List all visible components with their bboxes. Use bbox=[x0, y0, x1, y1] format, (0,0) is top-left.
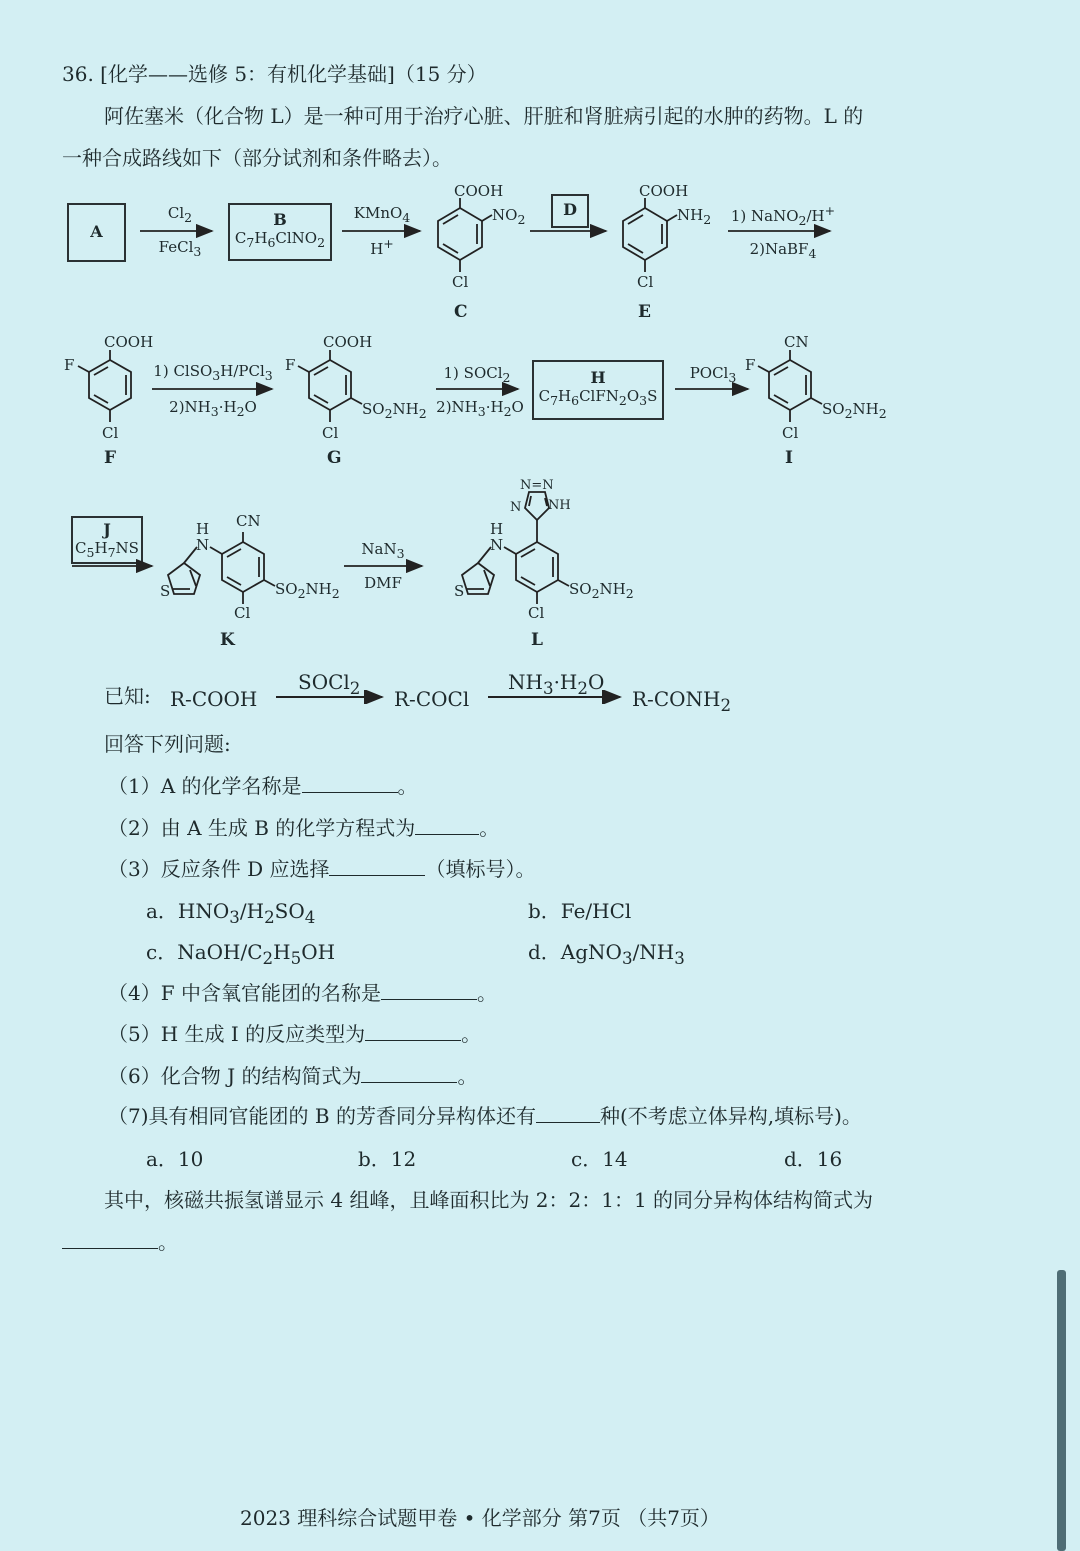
q1-period: 。 bbox=[397, 774, 418, 798]
question-2 bbox=[108, 812, 499, 841]
questions-lead: 回答下列问题: bbox=[104, 732, 231, 756]
compound-j-formula: $C_5H_7NS$ bbox=[75, 539, 139, 560]
label-k: K bbox=[220, 630, 235, 650]
question-6 bbox=[108, 1060, 477, 1089]
q5-text: （5）H 生成 I 的反应类型为 bbox=[108, 1022, 366, 1046]
q7-option-c: c．14 bbox=[571, 1147, 628, 1171]
i-cn: CN bbox=[784, 333, 809, 351]
reagent-h-plus: H+ bbox=[370, 236, 394, 258]
compound-h-formula: $C_7H_6ClFN_2O_3S$ bbox=[538, 387, 658, 408]
structure-e bbox=[623, 198, 677, 272]
q4-period: 。 bbox=[476, 981, 497, 1005]
e-cooh: COOH bbox=[639, 182, 689, 200]
q7-sub-answer bbox=[62, 1226, 178, 1255]
k-h: H bbox=[196, 520, 210, 538]
compound-a-label: A bbox=[90, 222, 103, 241]
question-7 bbox=[108, 1100, 862, 1129]
intro-line-1: 阿佐塞米（化合物 L）是一种可用于治疗心脏、肝脏和肾脏病引起的水肿的药物。L 的 bbox=[104, 104, 864, 128]
known-reagent1: SOCl$_2$ bbox=[298, 670, 361, 698]
l-s: S bbox=[454, 582, 465, 600]
compound-h-label: H bbox=[590, 368, 606, 387]
label-f: F bbox=[104, 448, 117, 468]
label-c: C bbox=[454, 302, 468, 322]
l-h: H bbox=[490, 520, 504, 538]
g-cooh: COOH bbox=[323, 333, 373, 351]
label-g: G bbox=[327, 448, 342, 468]
reagent-cl2: $Cl_2$ bbox=[167, 204, 193, 225]
k-s: S bbox=[160, 582, 171, 600]
known-step3: $R-CONH_2$ bbox=[632, 687, 732, 715]
l-tetrazole-n1: N=N bbox=[520, 478, 554, 493]
l-tetrazole-nh: NH bbox=[548, 498, 571, 513]
q3-option-a: a．$HNO_3/H_2SO_4$ bbox=[146, 899, 316, 927]
label-i: I bbox=[785, 448, 793, 468]
reagent-pocl3: POCl$_3$ bbox=[689, 364, 737, 385]
structure-i bbox=[758, 350, 822, 422]
compound-b-formula: $C_7H_6ClNO_2$ bbox=[234, 229, 326, 250]
reagent-nabf4: 2)NaBF$_4$ bbox=[749, 240, 817, 261]
structure-c bbox=[438, 198, 492, 272]
reagent-nano2: 1) NaNO$_2$/H+ bbox=[730, 203, 836, 228]
e-cl: Cl bbox=[637, 273, 654, 291]
q2-period: 。 bbox=[479, 816, 500, 840]
q3-text: （3）反应条件 D 应选择 bbox=[108, 857, 330, 881]
g-f: F bbox=[285, 356, 296, 374]
reagent-clso3h: 1) ClSO$_3$H/PCl$_3$ bbox=[153, 362, 273, 383]
q7-sub-answer-blank[interactable] bbox=[62, 1230, 158, 1249]
q4-answer-blank[interactable] bbox=[381, 981, 477, 1000]
reagent-nan3: NaN$_3$ bbox=[361, 540, 405, 561]
structure-g bbox=[298, 350, 362, 422]
q7-sub-period: 。 bbox=[158, 1230, 178, 1254]
q5-period: 。 bbox=[461, 1022, 482, 1046]
i-f: F bbox=[745, 356, 756, 374]
reagent-fecl3: FeCl$_3$ bbox=[158, 238, 202, 259]
reagent-socl2: 1) SOCl$_2$ bbox=[443, 364, 511, 385]
page-footer: 2023 理科综合试题甲卷 • 化学部分 第7页 （共7页） bbox=[240, 1506, 720, 1530]
q6-answer-blank[interactable] bbox=[361, 1064, 457, 1083]
q6-period: 。 bbox=[457, 1064, 478, 1088]
q7-option-b: b．12 bbox=[358, 1147, 417, 1171]
f-cl: Cl bbox=[102, 424, 119, 442]
c-cl: Cl bbox=[452, 273, 469, 291]
question-5 bbox=[108, 1018, 481, 1047]
q2-text: （2）由 A 生成 B 的化学方程式为 bbox=[108, 816, 416, 840]
q7-tail: 种(不考虑立体异构,填标号)。 bbox=[599, 1104, 862, 1128]
q4-text: （4）F 中含氧官能团的名称是 bbox=[108, 981, 381, 1005]
q3-tail: （填标号）。 bbox=[425, 857, 536, 881]
f-cooh: COOH bbox=[104, 333, 154, 351]
known-arrows bbox=[270, 690, 630, 704]
structure-k bbox=[168, 532, 275, 604]
question-4 bbox=[108, 977, 497, 1006]
i-so2nh2: $SO_2NH_2$ bbox=[822, 400, 887, 421]
synthesis-scheme-svg bbox=[0, 0, 1080, 660]
q7-text: （7)具有相同官能团的 B 的芳香同分异构体还有 bbox=[108, 1104, 536, 1128]
k-cn: CN bbox=[236, 512, 261, 530]
q5-answer-blank[interactable] bbox=[365, 1022, 461, 1041]
k-n: N bbox=[196, 536, 210, 554]
q2-answer-blank[interactable] bbox=[415, 816, 479, 835]
l-cl: Cl bbox=[528, 604, 545, 622]
reagent-nh3-h2o-1: $2)NH_3\cdot H_2O$ bbox=[169, 398, 257, 419]
reagent-dmf: DMF bbox=[364, 574, 402, 592]
k-so2nh2: $SO_2NH_2$ bbox=[275, 580, 340, 601]
reagent-kmno4: KMnO$_4$ bbox=[353, 204, 411, 225]
c-cooh: COOH bbox=[454, 182, 504, 200]
g-so2nh2: $SO_2NH_2$ bbox=[362, 400, 427, 421]
q3-option-c: c．NaOH/$C_2H_5OH$ bbox=[146, 940, 336, 968]
compound-j-label: J bbox=[103, 520, 111, 539]
known-step2: R-COCl bbox=[394, 687, 470, 711]
question-title: 36. [化学——选修 5：有机化学基础]（15 分） bbox=[62, 62, 487, 86]
q3-answer-blank[interactable] bbox=[329, 857, 425, 876]
structure-f bbox=[78, 350, 131, 422]
label-e: E bbox=[638, 302, 651, 322]
label-l: L bbox=[531, 630, 543, 650]
known-step1: R-COOH bbox=[170, 687, 258, 711]
q3-option-b: b．Fe/HCl bbox=[528, 899, 632, 923]
q7-option-a: a．10 bbox=[146, 1147, 204, 1171]
reagent-nh3-h2o-2: $2)NH_3\cdot H_2O$ bbox=[436, 398, 524, 419]
scrollbar[interactable] bbox=[1057, 1270, 1066, 1551]
q7-sub-question: 其中，核磁共振氢谱显示 4 组峰，且峰面积比为 2：2：1：1 的同分异构体结构简式为 bbox=[104, 1188, 874, 1212]
l-n: N bbox=[490, 536, 504, 554]
question-1 bbox=[108, 770, 418, 799]
g-cl: Cl bbox=[322, 424, 339, 442]
compound-b-label: B bbox=[273, 210, 287, 229]
k-cl: Cl bbox=[234, 604, 251, 622]
known-label: 已知: bbox=[104, 684, 151, 708]
l-tetrazole-n2: N bbox=[510, 500, 522, 515]
q1-text: （1）A 的化学名称是 bbox=[108, 774, 302, 798]
f-f: F bbox=[64, 356, 75, 374]
q7-option-d: d．16 bbox=[784, 1147, 843, 1171]
known-reagent2: $NH_3\cdot H_2O$ bbox=[508, 670, 605, 698]
l-so2nh2: $SO_2NH_2$ bbox=[569, 580, 634, 601]
q1-answer-blank[interactable] bbox=[302, 774, 398, 793]
e-nh2: $NH_2$ bbox=[677, 206, 712, 227]
c-no2: $NO_2$ bbox=[492, 206, 526, 227]
q6-text: （6）化合物 J 的结构简式为 bbox=[108, 1064, 362, 1088]
q3-option-d: d．$AgNO_3/NH_3$ bbox=[528, 940, 685, 968]
i-cl: Cl bbox=[782, 424, 799, 442]
intro-line-2: 一种合成路线如下（部分试剂和条件略去）。 bbox=[62, 146, 452, 170]
condition-d-label: D bbox=[563, 200, 577, 219]
question-3 bbox=[108, 853, 535, 882]
q7-answer-blank[interactable] bbox=[536, 1104, 600, 1123]
